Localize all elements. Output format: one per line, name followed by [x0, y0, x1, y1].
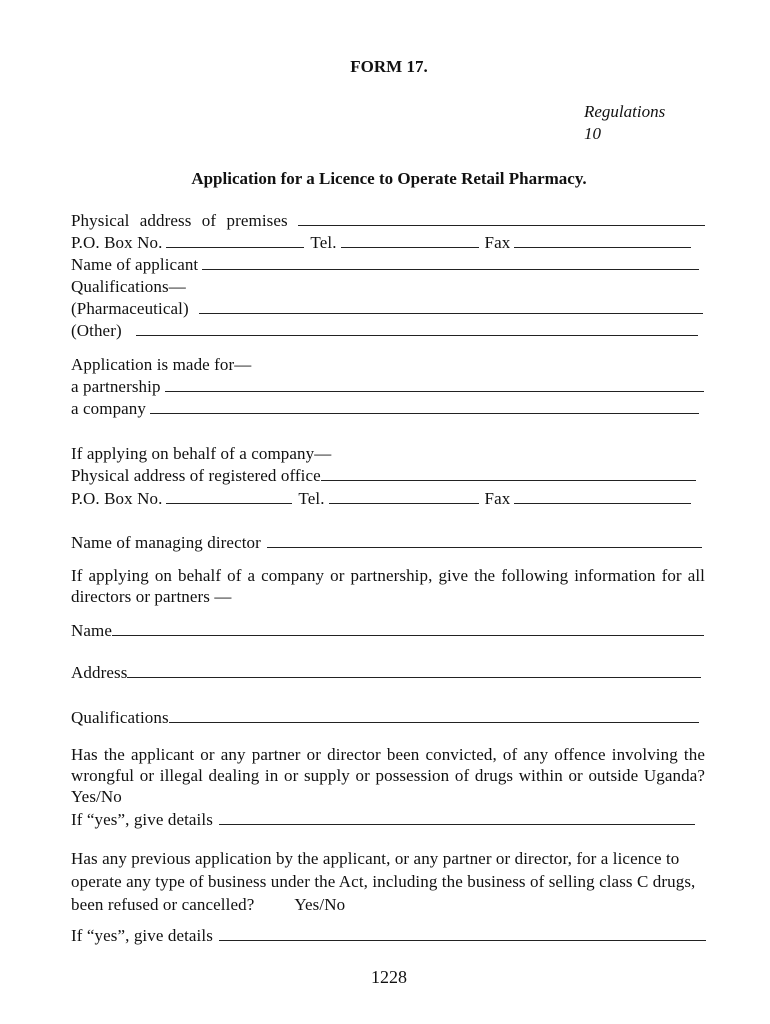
refused-question: [71, 847, 711, 916]
behalf-company-label: If applying on behalf of a company—: [71, 444, 332, 463]
partnership-field[interactable]: [165, 376, 704, 392]
company-row: [71, 398, 699, 420]
pharmaceutical-label: (Pharmaceutical): [71, 299, 189, 318]
director-name-row: [71, 620, 704, 642]
application-title: Application for a Licence to Operate Retail Pharmacy.: [191, 169, 587, 188]
fax-field-2[interactable]: [514, 488, 691, 504]
form-title: FORM 17.: [350, 57, 428, 76]
application-for-row: [71, 354, 705, 376]
fax-field[interactable]: [514, 232, 691, 248]
pharmaceutical-field[interactable]: [199, 298, 703, 314]
managing-director-row: [71, 532, 702, 554]
convicted-question: Has the applicant or any partner or director been convicted, of any offence involving the wrongful or illegal dealing in or supply or possession of drugs within or outside Uganda? Yes/No: [71, 745, 705, 806]
regulations-reference: [584, 101, 714, 145]
applicant-name-label: Name of applicant: [71, 255, 199, 274]
refused-details-row: [71, 925, 706, 947]
other-qualification-field[interactable]: [136, 320, 698, 336]
partnership-row: [71, 376, 704, 398]
refused-details-label: If “yes”, give details: [71, 926, 213, 945]
application-for-label: Application is made for—: [71, 355, 252, 374]
physical-address-field[interactable]: [298, 210, 705, 226]
other-qualification-row: [71, 320, 698, 342]
convicted-details-field[interactable]: [219, 809, 695, 825]
po-box-field-2[interactable]: [166, 488, 292, 504]
tel-label-2: Tel.: [298, 489, 325, 508]
other-label: (Other): [71, 321, 122, 340]
pharmaceutical-row: [71, 298, 703, 320]
fax-label-2: Fax: [484, 489, 511, 508]
director-address-row: [71, 662, 701, 684]
convicted-details-row: [71, 809, 695, 831]
director-name-field[interactable]: [112, 620, 704, 636]
managing-director-label: Name of managing director: [71, 533, 261, 552]
applicant-name-row: [71, 254, 699, 276]
company-field[interactable]: [150, 398, 699, 414]
contact-row: [71, 232, 691, 254]
registered-office-field[interactable]: [321, 465, 696, 481]
director-qualifications-field[interactable]: [169, 707, 699, 723]
qualifications-row: [71, 276, 705, 298]
tel-label: Tel.: [310, 233, 337, 252]
director-address-label: Address: [71, 663, 128, 682]
behalf-company-row: [71, 443, 705, 465]
directors-info-text: If applying on behalf of a company or partnership, give the following information for all directors or partners —: [71, 566, 705, 606]
regulations-number: 10: [584, 124, 601, 143]
convicted-details-label: If “yes”, give details: [71, 810, 213, 829]
regulations-label: Regulations: [584, 102, 666, 121]
applicant-name-field[interactable]: [202, 254, 699, 270]
registered-office-row: [71, 465, 696, 487]
registered-office-label: Physical address of registered office: [71, 466, 321, 485]
page-number: 1228: [371, 967, 407, 987]
director-qualifications-label: Qualifications: [71, 708, 169, 727]
managing-director-field[interactable]: [267, 532, 702, 548]
po-box-label: P.O. Box No.: [71, 233, 163, 252]
tel-field-2[interactable]: [329, 488, 479, 504]
director-address-field[interactable]: [127, 662, 701, 678]
refused-question-text: Has any previous application by the applicant, or any partner or director, for a licence to operate any type of business under the Act, including the business of selling class C drugs, been refused or cancelled?: [71, 849, 696, 914]
partnership-label: a partnership: [71, 377, 161, 396]
po-box-field[interactable]: [166, 232, 304, 248]
physical-address-label: Physical address of premises: [71, 211, 288, 230]
company-label: a company: [71, 399, 147, 418]
tel-field[interactable]: [341, 232, 479, 248]
qualifications-label: Qualifications—: [71, 277, 186, 296]
director-qualifications-row: [71, 707, 699, 729]
po-box-label-2: P.O. Box No.: [71, 489, 163, 508]
contact-row-2: [71, 488, 691, 510]
refused-yes-no: Yes/No: [294, 895, 346, 914]
physical-address-row: [71, 210, 705, 232]
director-name-label: Name: [71, 621, 112, 640]
refused-details-field[interactable]: [219, 925, 706, 941]
fax-label: Fax: [484, 233, 511, 252]
